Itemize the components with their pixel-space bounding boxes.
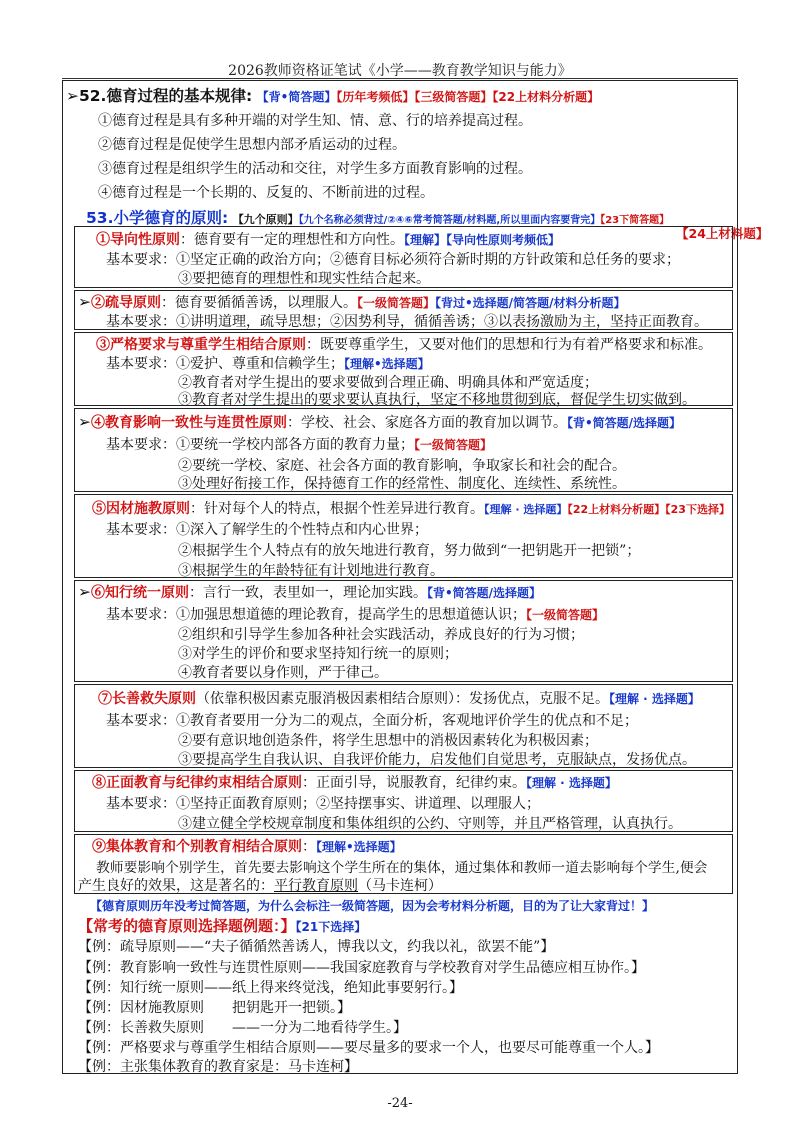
tag: 【背•简答题】 [256, 90, 337, 104]
principle-9-line [92, 836, 402, 856]
requirement-line: ③建立健全学校规章制度和集体组织的公约、守则等，并且严格管理，认真执行。 [178, 816, 682, 832]
principle-desc: （依靠积极因素克服消极因素相结合原则）：发扬优点，克服不足。 [196, 691, 609, 707]
arrow-icon: ➢ [78, 293, 91, 311]
principle-desc: ：德育要循循善诱，以理服人。 [161, 295, 357, 311]
tag: 【导向性原则考频低】 [446, 233, 561, 247]
tag: 【22上材料分析题】 [492, 90, 600, 104]
requirement-line [106, 434, 492, 454]
tag: 【21下选择】 [295, 920, 367, 934]
principle-desc: ： [302, 839, 316, 855]
tag: 【一级简答题】 [414, 438, 493, 452]
requirement-line: 基本要求：①坚定正确的政治方向；②德育目标必须符合新时期的方针政策和总任务的要求； [106, 252, 680, 268]
principle-desc: ：既要尊重学生，又要对他们的思想和行为有着严格要求和标准。 [306, 337, 712, 353]
tag: 【22上材料分析题】 [567, 503, 666, 516]
example-item: 【例：知行统一原则——纸上得来终觉浅，绝知此事要躬行。】 [78, 980, 463, 996]
requirement-line: 基本要求：①讲明道理，疏导思想；②因势利导，循循善诱；③以表扬激励为主，坚持正面教育。 [106, 314, 708, 330]
header-rule [62, 78, 738, 79]
requirement-line [106, 604, 604, 624]
tag: 【理解•选择题】 [316, 840, 402, 854]
requirement-line: 基本要求：①坚持正面教育原则；②坚持摆事实、讲道理、以理服人； [106, 796, 540, 812]
principle-name: ③严格要求与尊重学生相结合原则 [96, 337, 306, 353]
section-52-heading [66, 84, 599, 106]
example-item: 【例：因材施教原则 把钥匙开一把锁。】 [78, 1000, 351, 1016]
requirement-line: ②要统一学校、家庭、社会各方面的教育影响，争取家长和社会的配合。 [178, 458, 626, 474]
example-item: 【例：主张集体教育的教育家是：马卡连柯】 [78, 1059, 358, 1075]
requirement-text: 基本要求：①要统一学校内部各方面的教育力量； [106, 437, 414, 453]
tag: 【一级简答题】 [357, 296, 436, 310]
principle-9-text: 教师要影响个别学生，首先要去影响这个学生所在的集体，通过集体和教师一道去影响每个学生,便会 [96, 860, 708, 876]
requirement-line: ③要提高学生自我认识、自我评价能力，启发他们自觉思考，克服缺点，发扬优点。 [178, 752, 696, 768]
arrow-icon: ➢ [78, 413, 91, 431]
tag: 【23下简答题】 [600, 215, 670, 226]
requirement-line: 基本要求：①深入了解学生的个性特点和内心世界； [106, 522, 428, 538]
principle-name: ①导向性原则 [96, 232, 180, 248]
example-item: 【例：疏导原则——“夫子循循然善诱人，博我以文，约我以礼，欲罢不能”】 [78, 939, 555, 955]
principle-4-line [78, 412, 681, 432]
requirement-line: 基本要求：①教育者要用一分为二的观点，全面分析，客观地评价学生的优点和不足； [106, 713, 638, 729]
tag: 【理解•选择题】 [344, 357, 430, 371]
section-53-title: 53.小学德育的原则: [86, 209, 229, 227]
principle-8-line [92, 772, 617, 792]
tag: 【23下选择】 [665, 503, 730, 516]
principle-name: ⑤因材施教原则 [92, 501, 190, 517]
tag: 【九个名称必须背过/②④⑥常考简答题/材料题,所以里面内容要背完】 [298, 215, 601, 226]
principle-desc: ：正面引导，说服教育，纪律约束。 [302, 775, 526, 791]
text: 产生良好的效果，这是著名的： [78, 878, 274, 894]
principle-desc: ：德育要有一定的理想性和方向性。 [180, 232, 404, 248]
requirement-text: 基本要求：①加强思想道德的理论教育，提高学生的思想道德认识； [106, 607, 526, 623]
requirement-line: ②根据学生个人特点有的放矢地进行教育，努力做到“一把钥匙开一把锁”； [178, 543, 641, 559]
requirement-line [106, 353, 430, 373]
tag: 【背•简答题/选择题】 [567, 416, 682, 430]
example-item: 【例：长善救失原则 ——一分为二地看待学生。】 [78, 1020, 407, 1036]
principle-desc: ：针对每个人的特点，根据个性差异进行教育。 [190, 501, 484, 517]
principle-1-line [96, 229, 560, 249]
principle-name: ⑧正面教育与纪律约束相结合原则 [92, 775, 302, 791]
tag: 【一级简答题】 [526, 608, 605, 622]
page-header: 2026教师资格证笔试《小学——教育教学知识与能力》 [228, 63, 572, 79]
tag: 【背•简答题/选择题】 [427, 586, 542, 600]
requirement-text: 基本要求：①爱护、尊重和信赖学生； [106, 356, 344, 372]
requirement-line: ②要有意识地创造条件，将学生思想中的消极因素转化为积极因素； [178, 733, 598, 749]
list-item: ③德育过程是组织学生的活动和交往，对学生多方面教育影响的过程。 [98, 161, 532, 177]
principle-5-line [92, 498, 730, 518]
tag: 【理解】 [404, 233, 447, 247]
list-item: ④德育过程是一个长期的、反复的、不断前进的过程。 [98, 185, 434, 201]
note: 【德育原则历年没考过简答题，为什么会标注一级简答题，因为会考材料分析题，目的为了让大家背过！】 [90, 899, 655, 913]
requirement-line: ④教育者要以身作则，严于律己。 [178, 665, 388, 681]
example-item: 【例：教育影响一致性与连贯性原则——我国家庭教育与学校教育对学生品德应相互协作。】 [78, 960, 645, 976]
principle-6-line [78, 582, 541, 602]
principle-7-line [98, 688, 700, 708]
requirement-line: ③要把德育的理想性和现实性结合起来。 [178, 271, 430, 287]
principle-name: ④教育影响一致性与连贯性原则 [91, 415, 287, 431]
text: （马卡连柯） [358, 878, 442, 894]
requirement-line: ②组织和引导学生参加各种社会实践活动，养成良好的行为习惯； [178, 627, 584, 643]
requirement-line: ③根据学生的年龄特征有计划地进行教育。 [178, 563, 444, 579]
principle-name: ⑥知行统一原则 [91, 585, 189, 601]
principle-name: ②疏导原则 [91, 295, 161, 311]
tag: 【九个原则】 [232, 213, 299, 226]
tag: 【三级简答题】 [414, 90, 493, 104]
section-52-title: ➢52.德育过程的基本规律: [66, 87, 253, 105]
highlight-term: 平行教育原则 [274, 878, 358, 894]
principle-desc: ：言行一致，表里如一，理论加实践。 [189, 585, 427, 601]
list-item: ①德育过程是具有多种开端的对学生知、情、意、行的培养提高过程。 [98, 113, 532, 129]
examples-title: 【常考的德育原则选择题例题：】 [78, 917, 296, 935]
list-item: ②德育过程是促使学生思想内部矛盾运动的过程。 [98, 137, 406, 153]
requirement-line: ③处理好衔接工作，保持德育工作的经常性、制度化、连续性、系统性。 [178, 476, 626, 492]
requirement-line: ③教育者对学生提出的要求要认真执行，坚定不移地贯彻到底，督促学生切实做到。 [178, 392, 696, 408]
example-item: 【例：严格要求与尊重学生相结合原则——要尽量多的要求一个人，也要尽可能尊重一个人。】 [78, 1040, 659, 1056]
tag: 【理解 · 选择题】 [526, 776, 617, 790]
section-53-heading [86, 206, 669, 228]
tag: 【理解 · 选择题】 [609, 692, 700, 706]
principle-name: ⑨集体教育和个别教育相结合原则 [92, 839, 302, 855]
tag: 【24上材料题】 [676, 226, 769, 241]
tag: 【历年考频低】 [336, 90, 415, 104]
examples-heading [78, 915, 366, 936]
principle-3-line [96, 334, 712, 354]
tag: 【理解 · 选择题】 [484, 503, 568, 516]
principle-2-line [78, 292, 625, 312]
page-number: -24- [387, 1096, 413, 1111]
requirement-line: ③对学生的评价和要求坚持知行统一的原则； [178, 646, 458, 662]
principle-desc: ：学校、社会、家庭各方面的教育加以调节。 [287, 415, 567, 431]
requirement-line: ②教育者对学生提出的要求要做到合理正确、明确具体和严宽适度； [178, 375, 598, 391]
principle-name: ⑦长善救失原则 [98, 691, 196, 707]
tag: 【背过•选择题/简答题/材料分析题】 [435, 296, 626, 310]
arrow-icon: ➢ [78, 583, 91, 601]
principle-9-text [78, 875, 442, 895]
